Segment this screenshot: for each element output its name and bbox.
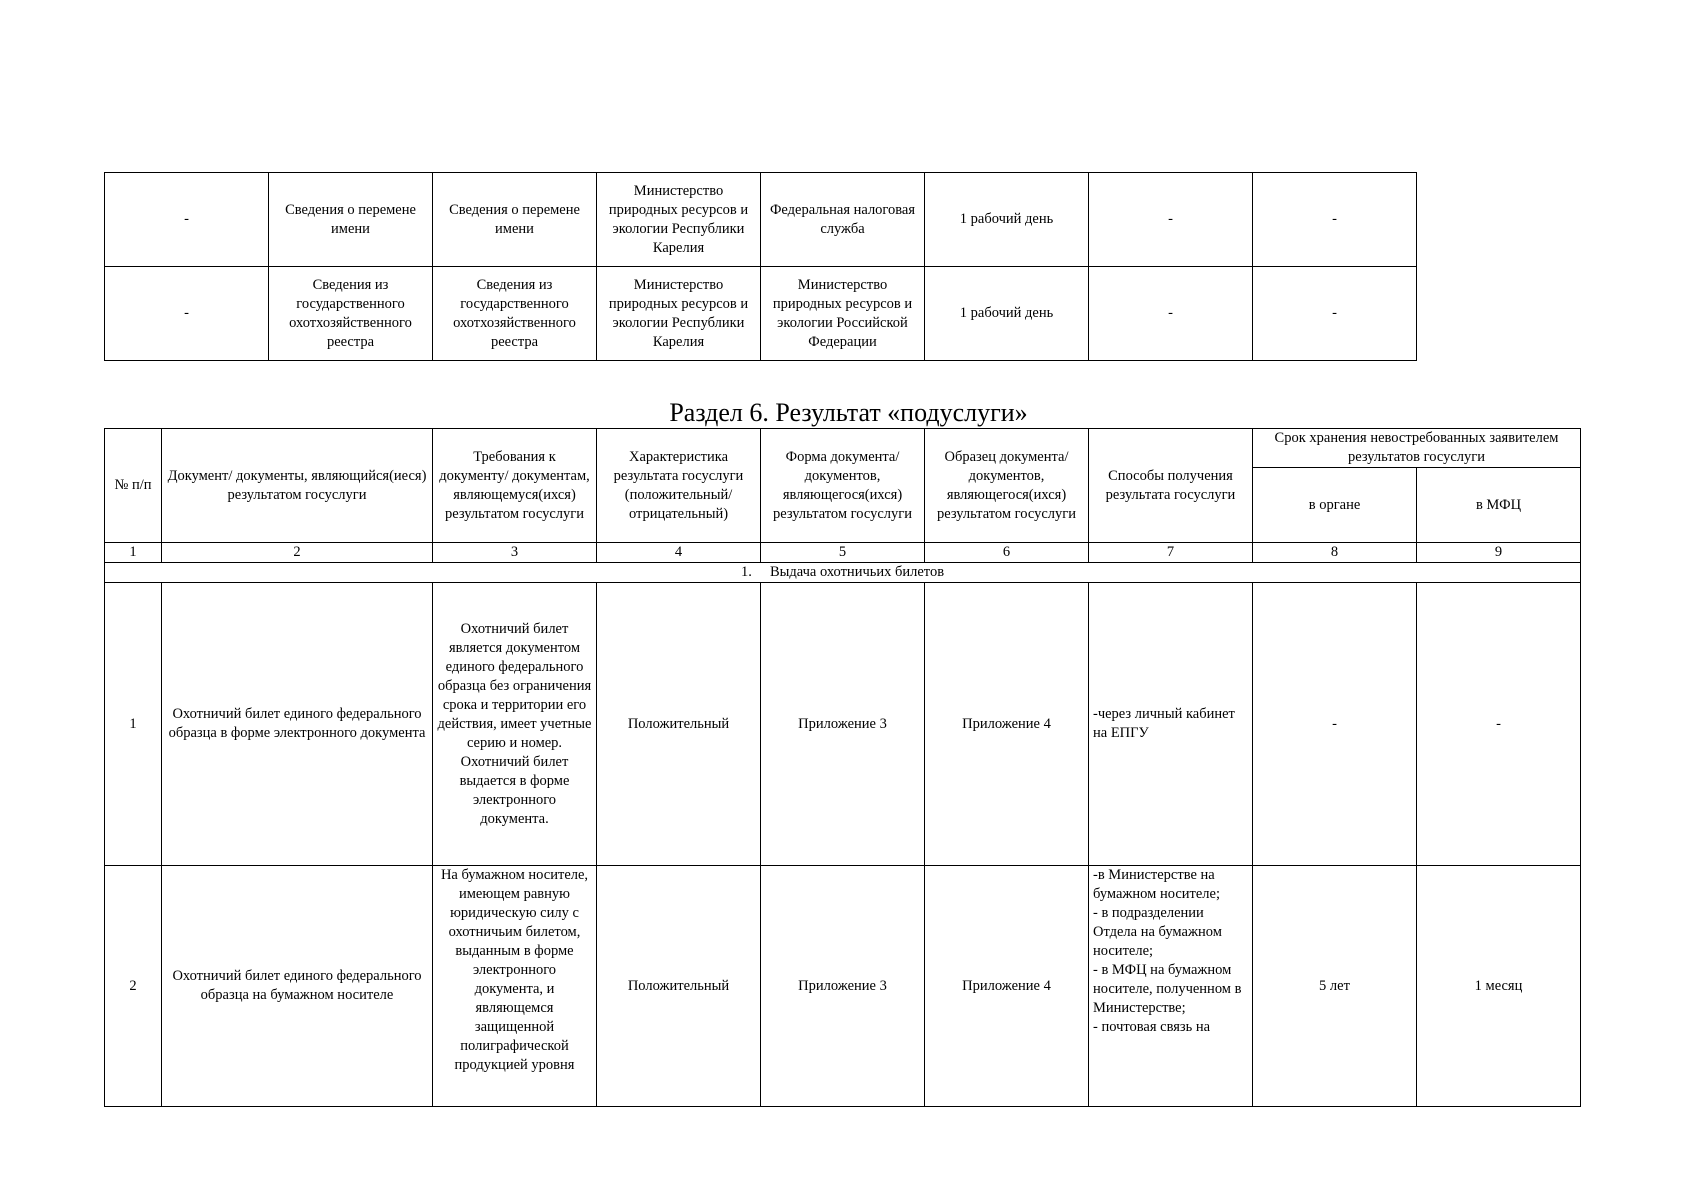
table-cell: Сведения из государственного охотхозяйственного реестра <box>433 267 597 361</box>
table-cell: - <box>1253 173 1417 267</box>
table-cell: - <box>105 173 269 267</box>
header-in-organ: в органе <box>1253 468 1417 543</box>
column-number: 8 <box>1253 543 1417 563</box>
row-in-mfc: 1 месяц <box>1417 866 1581 1107</box>
row-characteristic: Положительный <box>597 866 761 1107</box>
table-cell: 1 рабочий день <box>925 267 1089 361</box>
row-methods <box>1089 866 1253 1107</box>
column-number: 2 <box>162 543 433 563</box>
row-methods: -через личный кабинет на ЕПГУ <box>1089 583 1253 866</box>
row-in-organ: 5 лет <box>1253 866 1417 1107</box>
table-cell: Сведения о перемене имени <box>433 173 597 267</box>
column-number: 5 <box>761 543 925 563</box>
subsection-title: 1. Выдача охотничьих билетов <box>105 563 1581 583</box>
header-in-mfc: в МФЦ <box>1417 468 1581 543</box>
row-document: Охотничий билет единого федерального образца в форме электронного документа <box>162 583 433 866</box>
row-requirements-text: Охотничий билет является документом единого федерального образца без ограничения срока и территории его действия, имеет учетные серию и номер. Охотничий билет выдается в форме электронного документа. <box>437 620 592 827</box>
table-cell: Министерство природных ресурсов и экологии Республики Карелия <box>597 173 761 267</box>
row-requirements <box>433 583 597 866</box>
header-characteristic: Характеристика результата госуслуги (положительный/ отрицательный) <box>597 429 761 543</box>
row-in-mfc: - <box>1417 583 1581 866</box>
header-form: Форма документа/ документов, являющегося(ихся) результатом госуслуги <box>761 429 925 543</box>
row-characteristic: Положительный <box>597 583 761 866</box>
table-row <box>105 267 1417 361</box>
table-cell: - <box>105 267 269 361</box>
column-number: 6 <box>925 543 1089 563</box>
row-methods-text: -в Министерстве на бумажном носителе; - в подразделении Отдела на бумажном носителе; - в МФЦ на бумажном носителе, полученном в Министерстве; - почтовая связь на <box>1093 867 1242 1035</box>
table-cell: Сведения из государственного охотхозяйственного реестра <box>269 267 433 361</box>
row-requirements-text: На бумажном носителе, имеющем равную юридическую силу с охотничьим билетом, выданным в форме электронного документа, и являющемся защищенной полиграфической продукцией уровня <box>440 867 589 1073</box>
row-requirements <box>433 866 597 1107</box>
table-cell: - <box>1089 173 1253 267</box>
header-document: Документ/ документы, являющийся(иеся) результатом госуслуги <box>162 429 433 543</box>
section-title: Раздел 6. Результат «подуслуги» <box>669 398 1028 427</box>
header-requirements: Требования к документу/ документам, являющемуся(ихся) результатом госуслуги <box>433 429 597 543</box>
row-num: 1 <box>105 583 162 866</box>
row-sample: Приложение 4 <box>925 866 1089 1107</box>
row-document: Охотничий билет единого федерального образца на бумажном носителе <box>162 866 433 1107</box>
table-row <box>105 866 1581 1107</box>
requests-table <box>104 172 1417 361</box>
column-numbers-row <box>105 543 1581 563</box>
table-cell: Сведения о перемене имени <box>269 173 433 267</box>
row-form: Приложение 3 <box>761 583 925 866</box>
subsection-row <box>105 563 1581 583</box>
row-in-organ: - <box>1253 583 1417 866</box>
table-cell: Министерство природных ресурсов и экологии Республики Карелия <box>597 267 761 361</box>
table-row <box>105 173 1417 267</box>
header-methods: Способы получения результата госуслуги <box>1089 429 1253 543</box>
header-sample: Образец документа/ документов, являющегося(ихся) результатом госуслуги <box>925 429 1089 543</box>
row-sample: Приложение 4 <box>925 583 1089 866</box>
column-number: 7 <box>1089 543 1253 563</box>
column-number: 3 <box>433 543 597 563</box>
table-cell: - <box>1089 267 1253 361</box>
table-cell: 1 рабочий день <box>925 173 1089 267</box>
header-storage: Срок хранения невостребованных заявителем результатов госуслуги <box>1253 429 1581 468</box>
column-number: 4 <box>597 543 761 563</box>
header-num: № п/п <box>105 429 162 543</box>
table-row <box>105 583 1581 866</box>
table-cell: - <box>1253 267 1417 361</box>
row-num: 2 <box>105 866 162 1107</box>
header-row <box>105 429 1581 468</box>
column-number: 1 <box>105 543 162 563</box>
row-form: Приложение 3 <box>761 866 925 1107</box>
results-table <box>104 428 1581 1107</box>
table-cell: Федеральная налоговая служба <box>761 173 925 267</box>
table-cell: Министерство природных ресурсов и экологии Российской Федерации <box>761 267 925 361</box>
column-number: 9 <box>1417 543 1581 563</box>
